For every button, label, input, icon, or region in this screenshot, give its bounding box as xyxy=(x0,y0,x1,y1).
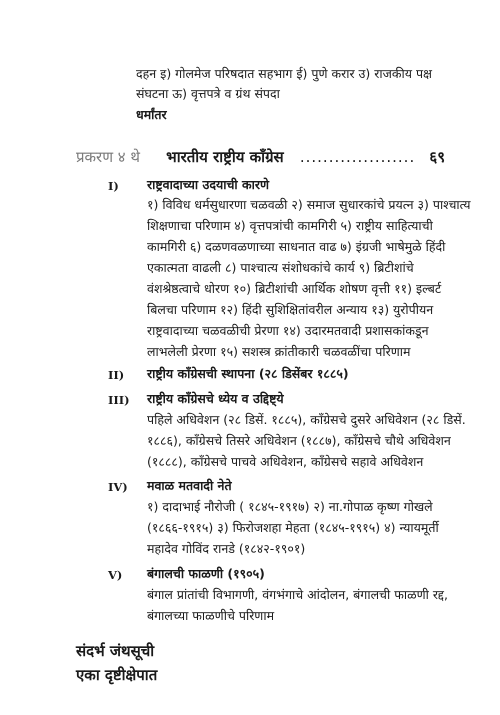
section-numeral: IV) xyxy=(108,480,128,494)
chapter-page-number: ६९ xyxy=(429,148,446,166)
section-title: राष्ट्रवादाच्या उदयाची कारणे xyxy=(147,177,269,192)
section-line: बंगाल प्रांतांची विभागणी, वंगभंगाचे आंदोलन, बंगालची फाळणी रद्द, xyxy=(147,587,448,602)
section-numeral: III) xyxy=(108,393,130,407)
section-line: कामगिरी ६) दळणवळणाच्या साधनात वाढ ७) इंग्रजी भाषेमुळे हिंदी xyxy=(147,239,446,254)
section-line: शिक्षणाचा परिणाम ४) वृत्तपत्रांची कामगिरी ५) राष्ट्रीय साहित्याची xyxy=(147,218,433,233)
intro-line-2: संघटना ऊ) वृत्तपत्रे व ग्रंथ संपदा xyxy=(136,86,280,101)
chapter-dots: .................... xyxy=(299,148,416,166)
footer-heading: संदर्भ जंथसूची xyxy=(76,642,155,660)
section-line: १८८६), काँग्रेसचे तिसरे अधिवेशन (१८८७), काँग्रेसचे चौथे अधिवेशन xyxy=(147,433,451,448)
section-line: बिलचा परिणाम १२) हिंदी सुशिक्षितांवरील अन्याय १३) युरोपीयन xyxy=(147,302,434,317)
chapter-heading xyxy=(76,147,445,167)
section-numeral: I) xyxy=(108,179,119,193)
section-numeral: II) xyxy=(108,368,125,382)
section-title: बंगालची फाळणी (१९०५) xyxy=(147,566,265,581)
section-line: महादेव गोविंद रानडे (१८४२-१९०१) xyxy=(147,541,306,556)
intro-line-1: दहन इ) गोलमेज परिषदात सहभाग ई) पुणे करार उ) राजकीय पक्ष xyxy=(136,66,433,81)
section-title: राष्ट्रीय काँग्रेसची स्थापना (२८ डिसेंबर १८८५) xyxy=(147,366,349,381)
section-line: बंगालच्या फाळणीचे परिणाम xyxy=(147,608,275,623)
section-title: मवाळ मतवादी नेते xyxy=(147,478,232,493)
section-line: राष्ट्रवादाच्या चळवळीची प्रेरणा १४) उदारमतवादी प्रशासकांकडून xyxy=(147,323,429,338)
section-line: (१८६६-१९१५) ३) फिरोजशहा मेहता (१८४५-१९१५) ४) न्यायमूर्ती xyxy=(147,520,439,535)
section-line: लाभलेली प्रेरणा १५) सशस्त्र क्रांतीकारी चळवळींचा परिणाम xyxy=(147,344,411,359)
chapter-title: भारतीय राष्ट्रीय काँग्रेस xyxy=(166,148,284,166)
section-line: एकात्मता वाढली ८) पाश्चात्य संशोधकांचे कार्य ९) ब्रिटीशांचे xyxy=(147,260,414,275)
section-line: पहिले अधिवेशन (२८ डिसें. १८८५), काँग्रेसचे दुसरे अधिवेशन (२८ डिसें. xyxy=(147,412,466,427)
intro-heading: धर्मांतर xyxy=(136,107,167,122)
section-line: १) दादाभाई नौरोजी ( १८४५-१९१७) २) ना.गोपाळ कृष्ण गोखले xyxy=(147,499,433,514)
section-numeral: V) xyxy=(108,568,123,582)
section-title: राष्ट्रीय काँग्रेसचे ध्येय व उद्दिष्ट्ये xyxy=(147,391,284,406)
section-line: वंशश्रेष्ठत्वाचे धोरण १०) ब्रिटीशांची आर्थिक शोषण वृत्ती ११) इल्बर्ट xyxy=(147,281,442,296)
section-line: (१८८८), काँग्रेसचे पाचवे अधिवेशन, काँग्रेसचे सहावे अधिवेशन xyxy=(147,454,424,469)
chapter-label: प्रकरण ४ थे xyxy=(76,148,140,166)
section-line: १) विविध धर्मसुधारणा चळवळी २) समाज सुधारकांचे प्रयत्न ३) पाश्चात्य xyxy=(147,197,471,212)
footer-heading: एका दृष्टीक्षेपात xyxy=(76,666,158,684)
